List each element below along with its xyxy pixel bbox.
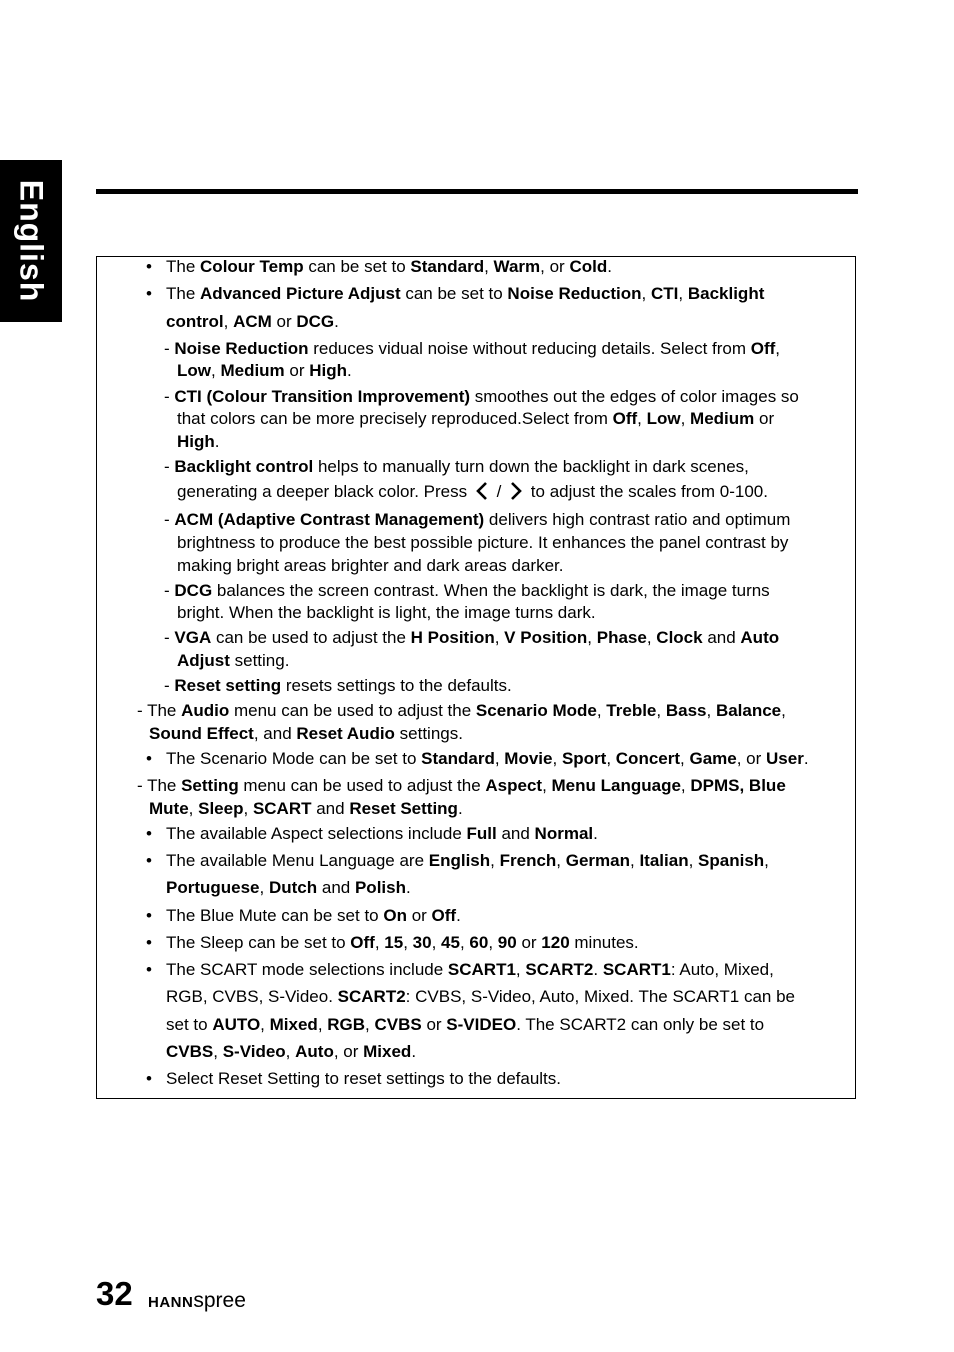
text-line: - Reset setting resets settings to the defaults. <box>164 676 512 695</box>
bullet: • <box>146 1069 152 1088</box>
chevron-right-icon <box>508 481 524 501</box>
text-line: Select Reset Setting to reset settings to the defaults. <box>166 1069 562 1088</box>
brand-bold: HANN <box>148 1294 194 1311</box>
text-line: The Blue Mute can be set to On or Off. <box>166 906 461 925</box>
text-line: - The Setting menu can be used to adjust the Aspect, Menu Language, DPMS, Blue <box>137 776 786 795</box>
text-line: - VGA can be used to adjust the H Position, V Position, Phase, Clock and Auto <box>164 628 780 647</box>
text-line: - Backlight control helps to manually turn down the backlight in dark scenes, <box>164 457 749 476</box>
text-line: The Colour Temp can be set to Standard, Warm, or Cold. <box>166 257 612 276</box>
bullet: • <box>146 284 152 303</box>
text-line: Adjust setting. <box>177 651 290 670</box>
bullet: • <box>146 749 152 768</box>
bullet: • <box>146 960 152 979</box>
text-line: The Sleep can be set to Off, 15, 30, 45, 60, 90 or 120 minutes. <box>166 933 639 952</box>
bullet: • <box>146 257 152 276</box>
text-line: that colors can be more precisely reproduced.Select from Off, Low, Medium or <box>177 409 775 428</box>
text-line: The SCART mode selections include SCART1, SCART2. SCART1: Auto, Mixed, <box>166 960 774 979</box>
text-line: High. <box>177 432 220 451</box>
bullet: • <box>146 933 152 952</box>
text-line: Portuguese, Dutch and Polish. <box>166 878 411 897</box>
brand-light: spree <box>193 1289 246 1312</box>
text-line: bright. When the backlight is light, the image turns dark. <box>177 603 596 622</box>
header-rule <box>96 189 858 194</box>
text-line: - DCG balances the screen contrast. When the backlight is dark, the image turns <box>164 581 770 600</box>
language-tab-label: English <box>13 179 50 303</box>
text-line: generating a deeper black color. Press / to adjust the scales from 0-100. <box>177 482 768 501</box>
text-line: - Noise Reduction reduces vidual noise without reducing details. Select from Off, <box>164 339 781 358</box>
text-line: brightness to produce the best possible picture. It enhances the panel contrast by <box>177 533 789 552</box>
text-line: The available Aspect selections include Full and Normal. <box>166 824 598 843</box>
text-line: CVBS, S-Video, Auto, or Mixed. <box>166 1042 417 1061</box>
text-line: control, ACM or DCG. <box>166 312 339 331</box>
text-line: The Scenario Mode can be set to Standard, Movie, Sport, Concert, Game, or User. <box>166 749 809 768</box>
text-line: set to AUTO, Mixed, RGB, CVBS or S-VIDEO. The SCART2 can only be set to <box>166 1015 765 1034</box>
text-line: making bright areas brighter and dark areas darker. <box>177 556 564 575</box>
text-line: Mute, Sleep, SCART and Reset Setting. <box>149 799 463 818</box>
text-line: The available Menu Language are English, French, German, Italian, Spanish, <box>166 851 769 870</box>
text-line: The Advanced Picture Adjust can be set to Noise Reduction, CTI, Backlight <box>166 284 765 303</box>
text-line: Low, Medium or High. <box>177 361 352 380</box>
language-tab <box>0 160 62 322</box>
page-number: 32 <box>96 1275 133 1312</box>
text-line: - The Audio menu can be used to adjust the Scenario Mode, Treble, Bass, Balance, <box>137 701 786 720</box>
text-line: RGB, CVBS, S-Video. SCART2: CVBS, S-Video, Auto, Mixed. The SCART1 can be <box>166 987 795 1006</box>
bullet: • <box>146 906 152 925</box>
text-line: - CTI (Colour Transition Improvement) smoothes out the edges of color images so <box>164 387 799 406</box>
brand-logo <box>148 1289 246 1315</box>
text-line: - ACM (Adaptive Contrast Management) delivers high contrast ratio and optimum <box>164 510 791 529</box>
bullet: • <box>146 851 152 870</box>
bullet: • <box>146 824 152 843</box>
text-line: Sound Effect, and Reset Audio settings. <box>149 724 463 743</box>
chevron-left-icon <box>474 481 490 501</box>
